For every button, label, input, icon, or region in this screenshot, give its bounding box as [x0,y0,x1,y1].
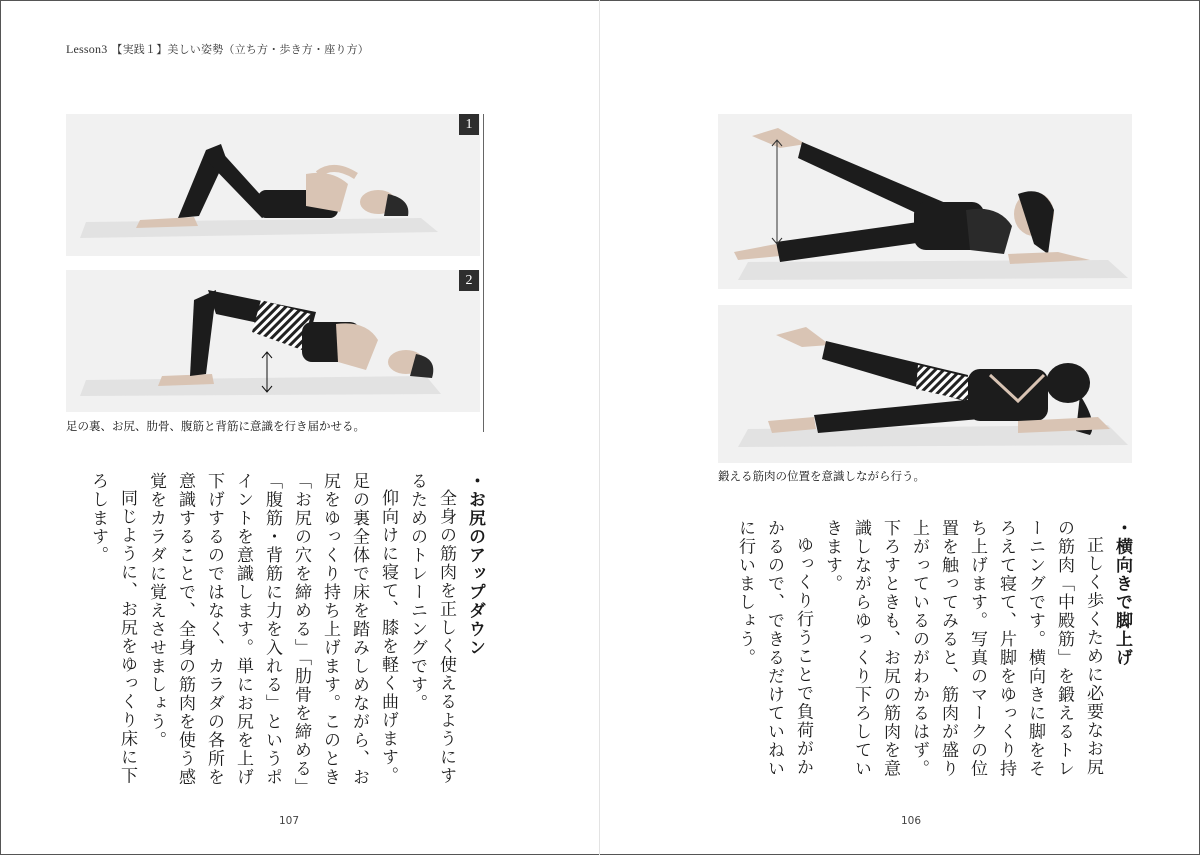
photo-bridge-lift [66,270,480,412]
right-paragraph-1: 正しく歩くために必要なお尻の筋肉「中殿筋」を鍛えるトレーニングです。横向きに脚をそろえて寝て、片脚をゆっくり持ち上げます。写真のマークの位置を触ってみると、筋肉が盛り上がっているのがわかるはず。下ろすときも、お尻の筋肉を意識しながらゆっくり下ろしていきます。 [822,519,1103,778]
photo-bridge-start-figure [66,114,480,256]
left-body-text [83,472,489,792]
right-section-heading: ・横向きで脚上げ [1112,519,1132,667]
left-paragraph-3: 同じように、お尻をゆっくり床に下ろします。 [88,472,137,785]
photo-number-1: 1 [459,114,479,135]
lesson-label: Lesson3 [66,42,108,56]
photo-side-leg-raise-back [718,305,1132,463]
running-header [66,41,369,57]
photo-side-leg-raise-back-figure [718,305,1132,463]
left-paragraph-1: 全身の筋肉を正しく使えるようにするためのトレーニングです。 [407,472,456,785]
right-body-text [730,519,1136,791]
right-photo-caption: 鍛える筋肉の位置を意識しながら行う。 [718,469,925,483]
left-section-heading: ・お尻のアップダウン [465,472,485,657]
photo-side-leg-raise-figure [718,114,1132,289]
left-paragraph-2: 仰向けに寝て、膝を軽く曲げます。足の裏全体で床を踏みしめながら、お尻をゆっくり持ち上げます。このとき「お尻の穴を締める」「肋骨を締める」「腹筋・背筋に力を入れる」というポイントを意識します。単にお尻を上げ下げするのではなく、カラダの各所を意識することで、全身の筋肉を使う感覚をカラダに覚えさせましょう。 [146,472,398,788]
photo-side-leg-raise [718,114,1132,289]
photo-bridge-lift-figure [66,270,480,412]
photo-number-2: 2 [459,270,479,291]
right-page-number: 106 [901,815,922,827]
photo-bridge-start [66,114,480,256]
right-paragraph-2: ゆっくり行うことで負荷がかかるので、できるだけていねいに行いましょう。 [735,519,813,778]
left-photo-caption: 足の裏、お尻、肋骨、腹筋と背筋に意識を行き届かせる。 [66,419,365,433]
lesson-title: 【実践１】美しい姿勢（立ち方・歩き方・座り方） [111,43,370,56]
left-page-number: 107 [279,815,300,827]
book-gutter [599,0,600,855]
photo-side-rule [483,114,484,432]
